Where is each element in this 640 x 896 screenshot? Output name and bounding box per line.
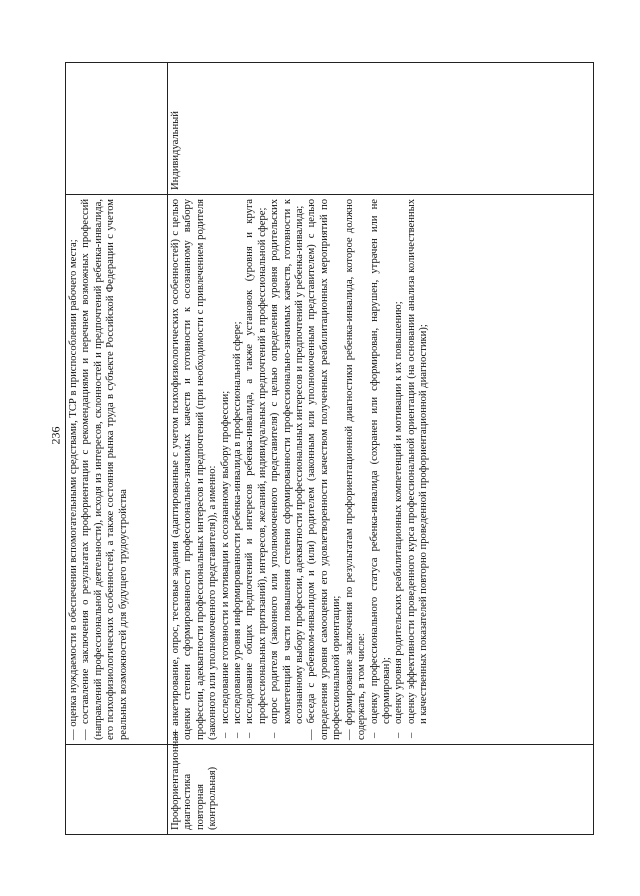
rotated-page-content <box>65 63 593 835</box>
list-item: – исследование общих предпочтений и интересов ребенка-инвалида, а также установок (уровня и круга профессиональных притязаний), интересов, желаний, индивидуальных предпочтений в профессиональной сфере; <box>244 199 269 740</box>
sub-list <box>220 199 307 740</box>
paragraph: — формирование заключения по результатам профориентационной диагностики ребенка-инвалида, которое должно содержать, в том числе: <box>343 199 368 740</box>
conclusion-list <box>369 199 431 740</box>
table-row <box>66 63 168 835</box>
table-row <box>168 63 594 835</box>
content-cell <box>168 195 594 745</box>
stage-cell <box>66 745 168 835</box>
list-item: – исследование уровня информированности ребенка-инвалида в профессиональной сфере; <box>232 199 244 740</box>
paragraph: — анкетирование, опрос, тестовые задания (адаптированные с учетом психофизиологических особенностей) с целью оценки степени сформированности профессионально-значимых качеств и готовности к осознанному выбору профессии, адекватности профессиональных интересов и предпочтений (при необходимости с привлечением родителя (законного или уполномоченного представителя)), а именно: <box>170 199 219 740</box>
format-cell: Индивидуальный <box>168 63 594 195</box>
paragraph: — беседа с ребенком-инвалидом и (или) родителем (законным или уполномоченным представителем) с целью определения уровня самооценки его удовлетворенности качеством полученных реабилитационных мероприятий по профессиональной ориентации; <box>306 199 343 740</box>
list-item: – оценку эффективности проведенного курса профессиональной ориентации (на основании анализа количественных и качественных показателей повторно проведенной профориентационной диагностики); <box>406 199 431 740</box>
paragraph: — оценка нуждаемости в обеспечении вспомогательными средствами, ТСР в приспособлении рабочего места; <box>68 239 79 740</box>
page-number: 236 <box>48 426 63 445</box>
content-cell <box>66 195 168 745</box>
paragraph: — составление заключения о результатах профориентации с рекомендациями и перечнем возможных профессий (направлений профессиональной деятельности), исходя из интересов, склонностей и предпочтений ребенка-инвалида, его психофизиологических особенностей, а также состояния рынка труда в субъекте Российской Федерации с учетом реальных возможностей для будущего трудоустройства <box>80 199 129 740</box>
rehab-measures-table <box>65 62 594 835</box>
stage-cell: Профориентационная диагностика повторная (контрольная) <box>168 745 594 835</box>
list-item: – опрос родителя (законного или уполномоченного представителя) с целью определения уровня родительских компетенций в части повышения степени сформированности профессионально-значимых качеств, готовности к осознанному выбору профессии, адекватности профессиональных интересов и предпочтений у ребенка-инвалида; <box>269 199 306 740</box>
format-cell <box>66 63 168 195</box>
list-item: – оценку уровня родительских реабилитационных компетенций и мотивации к их повышению; <box>393 199 405 740</box>
list-item: – оценку профессионального статуса ребенка-инвалида (сохранен или сформирован, нарушен, утрачен или не сформирован); <box>369 199 394 740</box>
list-item: – исследование готовности и мотивации к осознанному выбору профессии; <box>220 199 232 740</box>
